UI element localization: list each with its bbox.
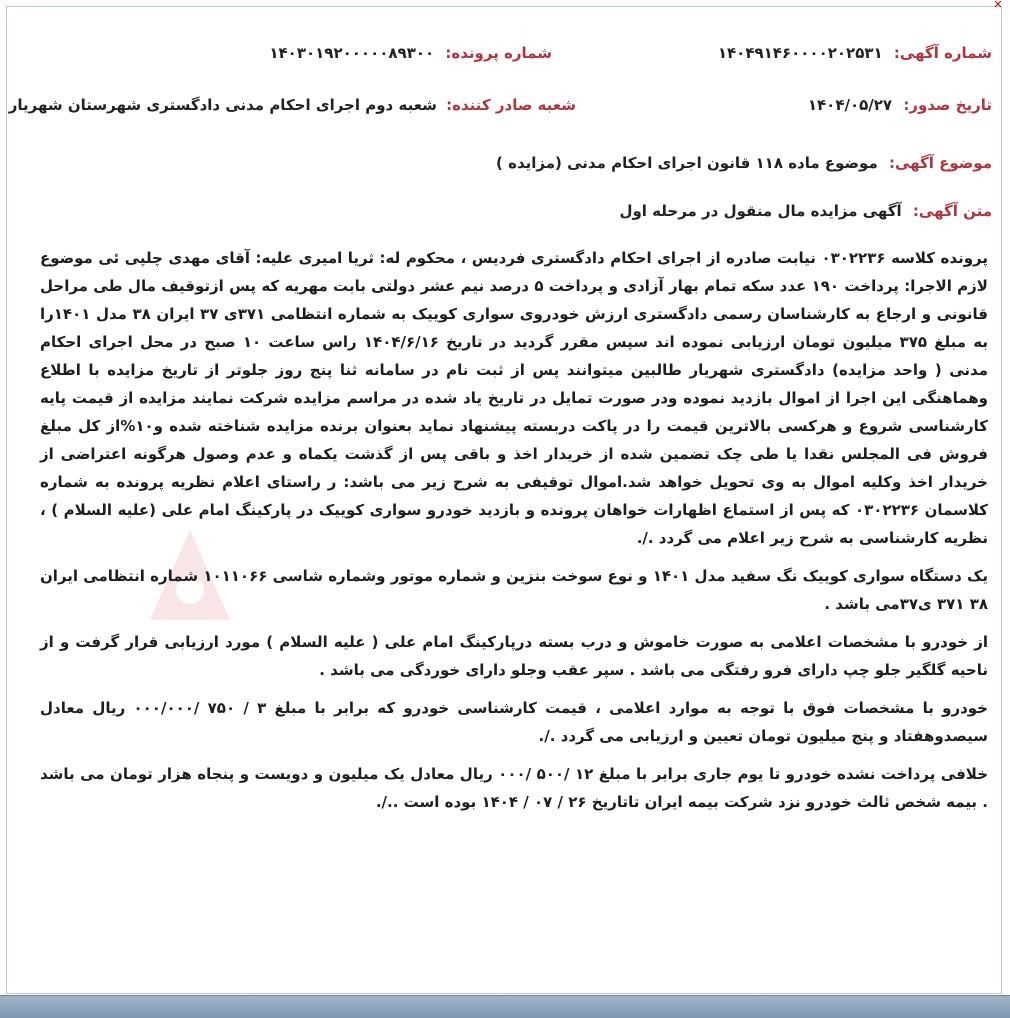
bottom-status-bar <box>0 995 1010 1018</box>
ad-number-row <box>718 44 992 62</box>
text-label: متن آگهی: <box>912 202 992 220</box>
body-paragraph-2: یک دستگاه سواری کوییک نگ سفید مدل ۱۴۰۱ و نوع سوخت بنزین و شماره موتور وشماره شاسی ۱۰۱۱۰۶۶ شماره انتظامی ایران ۳۸ ۳۷۱ ی۳۷می باشد . <box>40 567 988 613</box>
issuer-row <box>9 96 576 114</box>
body-paragraph-4: خودرو با مشخصات فوق با توجه به موارد اعلامی ، قیمت کارشناسی خودرو که برابر با مبلغ ۳ / ۷۵۰ /۰۰۰/۰۰۰ ریال معادل سیصدوهفتاد و پنج میلیون تومان تعیین و ارزیابی می گردد ./. <box>40 699 988 745</box>
issuer-label: شعبه صادر کننده: <box>446 96 576 114</box>
subject-row <box>496 154 992 172</box>
subject-label: موضوع آگهی: <box>888 154 992 172</box>
close-icon[interactable]: ✕ <box>993 0 1003 11</box>
subject-value: موضوع ماده ۱۱۸ قانون اجرای احکام مدنی (مزایده ) <box>496 154 878 172</box>
issue-date-row <box>808 96 992 114</box>
body-paragraph-3: از خودرو با مشخصات اعلامی به صورت خاموش و درب بسته درپارکینگ امام علی ( علیه السلام ) مورد ارزیابی قرار گرفت و از ناحیه گلگیر جلو چپ دارای فرو رفتگی می باشد . سپر عقب وجلو دارای خوردگی می باشد . <box>40 633 988 679</box>
case-number-row <box>269 44 552 62</box>
text-title-value: آگهی مزایده مال منقول در مرحله اول <box>619 202 902 220</box>
body-paragraph-1: پرونده کلاسه ۰۳۰۲۲۳۶ نیابت صادره از اجرای احکام دادگستری فردیس ، محکوم له: ثریا امیری علیه: آقای مهدی چلپی ئی موضوع لازم الاجرا: پرداخت ۱۹۰ عدد سکه تمام بهار آزادی و پرداخت ۵ درصد نیم عشر دولتی بابت مهریه که پس ازتوقیف مال طی مراحل قانونی و ارجاع به کارشناسان رسمی دادگستری ارزش خودروی سواری کوییک به شماره انتظامی ۳۷۱ی ۳۷ ایران ۳۸ مدل ۱۴۰۱را به مبلغ ۳۷۵ میلیون تومان ارزیابی نموده اند سپس مقرر گردید در تاریخ ۱۴۰۴/۶/۱۶ راس ساعت ۱۰ صبح در محل اجرای احکام مدنی ( واحد مزایده) دادگستری شهریار طالبین میتوانند پس از ثبت نام در سامانه ثنا پنج روز جلوتر از تاریخ مزایده با اطلاع وهماهنگی این اجرا از اموال بازدید نموده ودر صورت تمایل در تاریخ یاد شده در مراسم مزایده شرکت نمایند مزایده از قیمت پایه کارشناسی شروع و هرکسی بالاترین قیمت را در پاکت دربسته پیشنهاد نماید بعنوان برنده مزایده شناخته شده و۱۰%از کل مبلغ فروش فی المجلس نقدا یا طی چک تضمین شده از خریدار اخذ و باقی پس از گذشت یکماه و عدم وصول هرگونه اعتراضی از خریدار اخذ وکلیه اموال به وی تحویل خواهد شد.اموال توقیفی به شرح زیر می باشد: ر راستای اعلام نظریه پرونده به شماره کلاسمان ۰۳۰۲۲۳۶ که پس از استماع اظهارات خواهان پرونده و بازدید خودرو سواری کوییک در پارکینگ امام علی (علیه السلام ) ، نظریه کارشناسی به شرح زیر اعلام می گردد ./. <box>40 249 989 547</box>
body-paragraph-5: خلافی پرداخت نشده خودرو تا یوم جاری برابر با مبلغ ۱۲ /۵۰۰ /۰۰۰ ریال معادل یک میلیون و دویست و پنجاه هزار تومان می باشد . بیمه شخص ثالث خودرو نزد شرکت بیمه ایران تاتاریخ ۲۶ / ۰۷ / ۱۴۰۴ بوده است ../. <box>40 765 989 811</box>
case-number-label: شماره پرونده: <box>445 44 552 62</box>
case-number-value: ۱۴۰۳۰۱۹۲۰۰۰۰۰۸۹۳۰۰ <box>269 44 435 62</box>
ad-number-label: شماره آگهی: <box>893 44 992 62</box>
text-title-row <box>619 202 992 220</box>
issue-date-label: تاریخ صدور: <box>903 96 992 114</box>
ad-body <box>40 244 988 826</box>
ad-number-value: ۱۴۰۴۹۱۴۶۰۰۰۰۲۰۲۵۳۱ <box>717 44 883 62</box>
issuer-value: شعبه دوم اجرای احکام مدنی دادگستری شهرستان شهریار <box>8 96 437 114</box>
issue-date-value: ۱۴۰۴/۰۵/۲۷ <box>807 96 893 114</box>
